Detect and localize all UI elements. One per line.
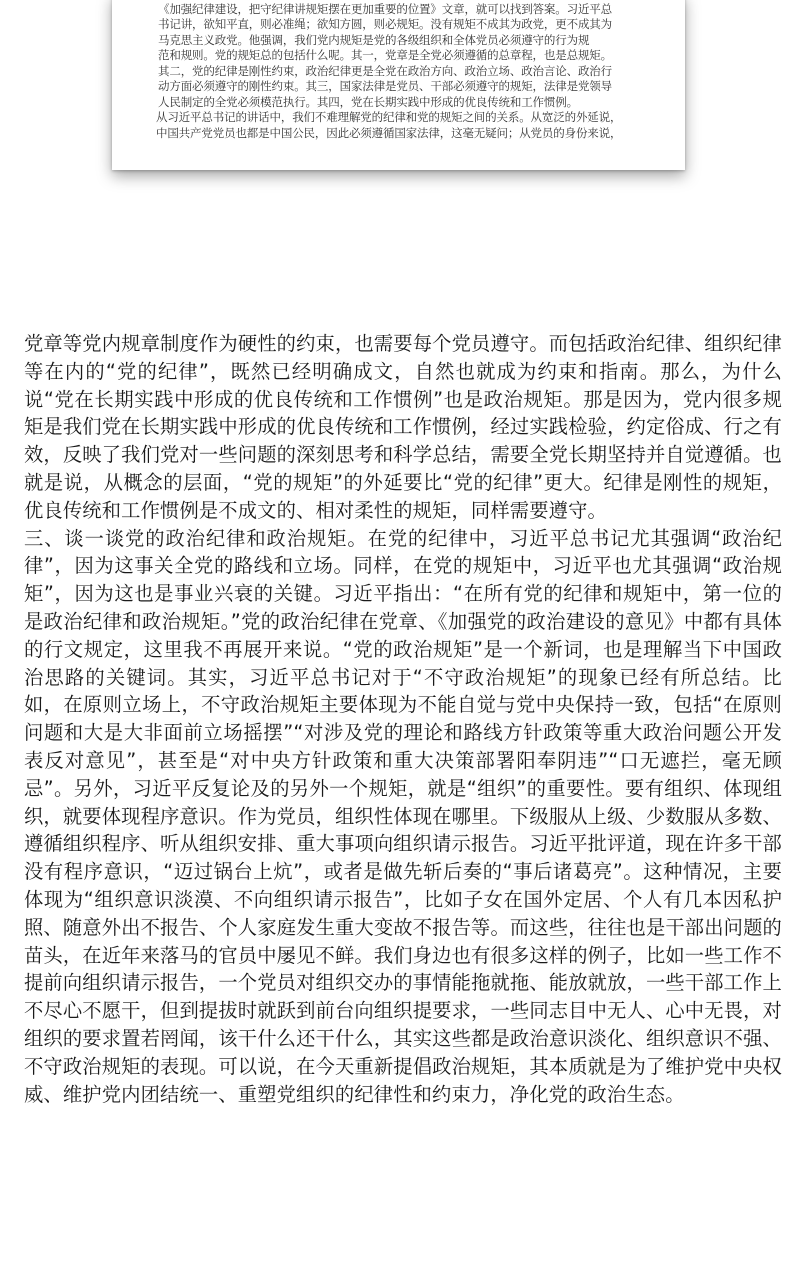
article-body bbox=[24, 330, 782, 1108]
preview-line: 中国共产党党员也都是中国公民，因此必须遵循国家法律，这毫无疑问；从党员的身份来说， bbox=[156, 125, 622, 140]
preview-line: 动方面必须遵守的刚性约束。其三，国家法律是党员、干部必须遵守的规矩，法律是党领导 bbox=[158, 79, 612, 94]
preview-line: 书记讲，欲知平直，则必准绳；欲知方圆，则必规矩。没有规矩不成其为政党，更不成其为 bbox=[158, 17, 612, 32]
preview-line: 人民制定的全党必须模范执行。其四，党在长期实践中形成的优良传统和工作惯例。 bbox=[158, 94, 578, 109]
preview-line: 范和规则。党的规矩总的包括什么呢。其一，党章是全党必须遵循的总章程，也是总规矩。 bbox=[158, 48, 612, 63]
preview-line: 其二，党的纪律是刚性约束，政治纪律更是全党在政治方向、政治立场、政治言论、政治行 bbox=[158, 63, 612, 78]
document-preview-card bbox=[112, 0, 685, 170]
preview-text-block bbox=[158, 0, 644, 141]
preview-line: 从习近平总书记的讲话中，我们不难理解党的纪律和党的规矩之间的关系。从宽泛的外延说， bbox=[156, 110, 622, 125]
article-paragraph-1: 党章等党内规章制度作为硬性的约束，也需要每个党员遵守。而包括政治纪律、组织纪律等在内的“党的纪律”，既然已经明确成文，自然也就成为约束和指南。那么，为什么说“党在长期实践中形成的优良传统和工作惯例”也是政治规矩。那是因为，党内很多规矩是我们党在长期实践中形成的优良传统和工作惯例，经过实践检验，约定俗成、行之有效，反映了我们党对一些问题的深刻思考和科学总结，需要全党长期坚持并自觉遵循。也就是说，从概念的层面，“党的规矩”的外延要比“党的纪律”更大。纪律是刚性的规矩，优良传统和工作惯例是不成文的、相对柔性的规矩，同样需要遵守。 bbox=[24, 332, 782, 522]
preview-line: 《加强纪律建设，把守纪律讲规矩摆在更加重要的位置》文章，就可以找到答案。习近平总 bbox=[158, 1, 612, 16]
preview-line: 马克思主义政党。他强调，我们党内规矩是党的各级组织和全体党员必须遵守的行为规 bbox=[158, 32, 590, 47]
article-paragraph-2: 三、谈一谈党的政治纪律和政治规矩。在党的纪律中，习近平总书记尤其强调“政治纪律”，因为这事关全党的路线和立场。同样，在党的规矩中，习近平也尤其强调“政治规矩”，因为这也是事业兴衰的关键。习近平指出：“在所有党的纪律和规矩中，第一位的是政治纪律和政治规矩。”党的政治纪律在党章、《加强党的政治建设的意见》中都有具体的行文规定，这里我不再展开来说。“党的政治规矩”是一个新词，也是理解当下中国政治思路的关键词。其实，习近平总书记对于“不守政治规矩”的现象已经有所总结。比如，在原则立场上，不守政治规矩主要体现为不能自觉与党中央保持一致，包括“在原则问题和大是大非面前立场摇摆”“对涉及党的理论和路线方针政策等重大政治问题公开发表反对意见”，甚至是“对中央方针政策和重大决策部署阳奉阴违”“口无遮拦，毫无顾忌”。另外，习近平反复论及的另外一个规矩，就是“组织”的重要性。要有组织、体现组织，就要体现程序意识。作为党员，组织性体现在哪里。下级服从上级、少数服从多数、遵循组织程序、听从组织安排、重大事项向组织请示报告。习近平批评道，现在许多干部没有程序意识，“迈过锅台上炕”，或者是做先斩后奏的“事后诸葛亮”。这种情况，主要体现为“组织意识淡漠、不向组织请示报告”，比如子女在国外定居、个人有几本因私护照、随意外出不报告、个人家庭发生重大变故不报告等。而这些，往往也是干部出问题的苗头，在近年来落马的官员中屡见不鲜。我们身边也有很多这样的例子，比如一些工作不提前向组织请示报告，一个党员对组织交办的事情能拖就拖、能放就放，一些干部工作上不尽心不愿干，但到提拔时就跃到前台向组织提要求，一些同志目中无人、心中无畏，对组织的要求置若罔闻，该干什么还干什么，其实这些都是政治意识淡化、组织意识不强、不守政治规矩的表现。可以说，在今天重新提倡政治规矩，其本质就是为了维护党中央权威、维护党内团结统一、重塑党组织的纪律性和约束力，净化党的政治生态。 bbox=[24, 526, 782, 1106]
